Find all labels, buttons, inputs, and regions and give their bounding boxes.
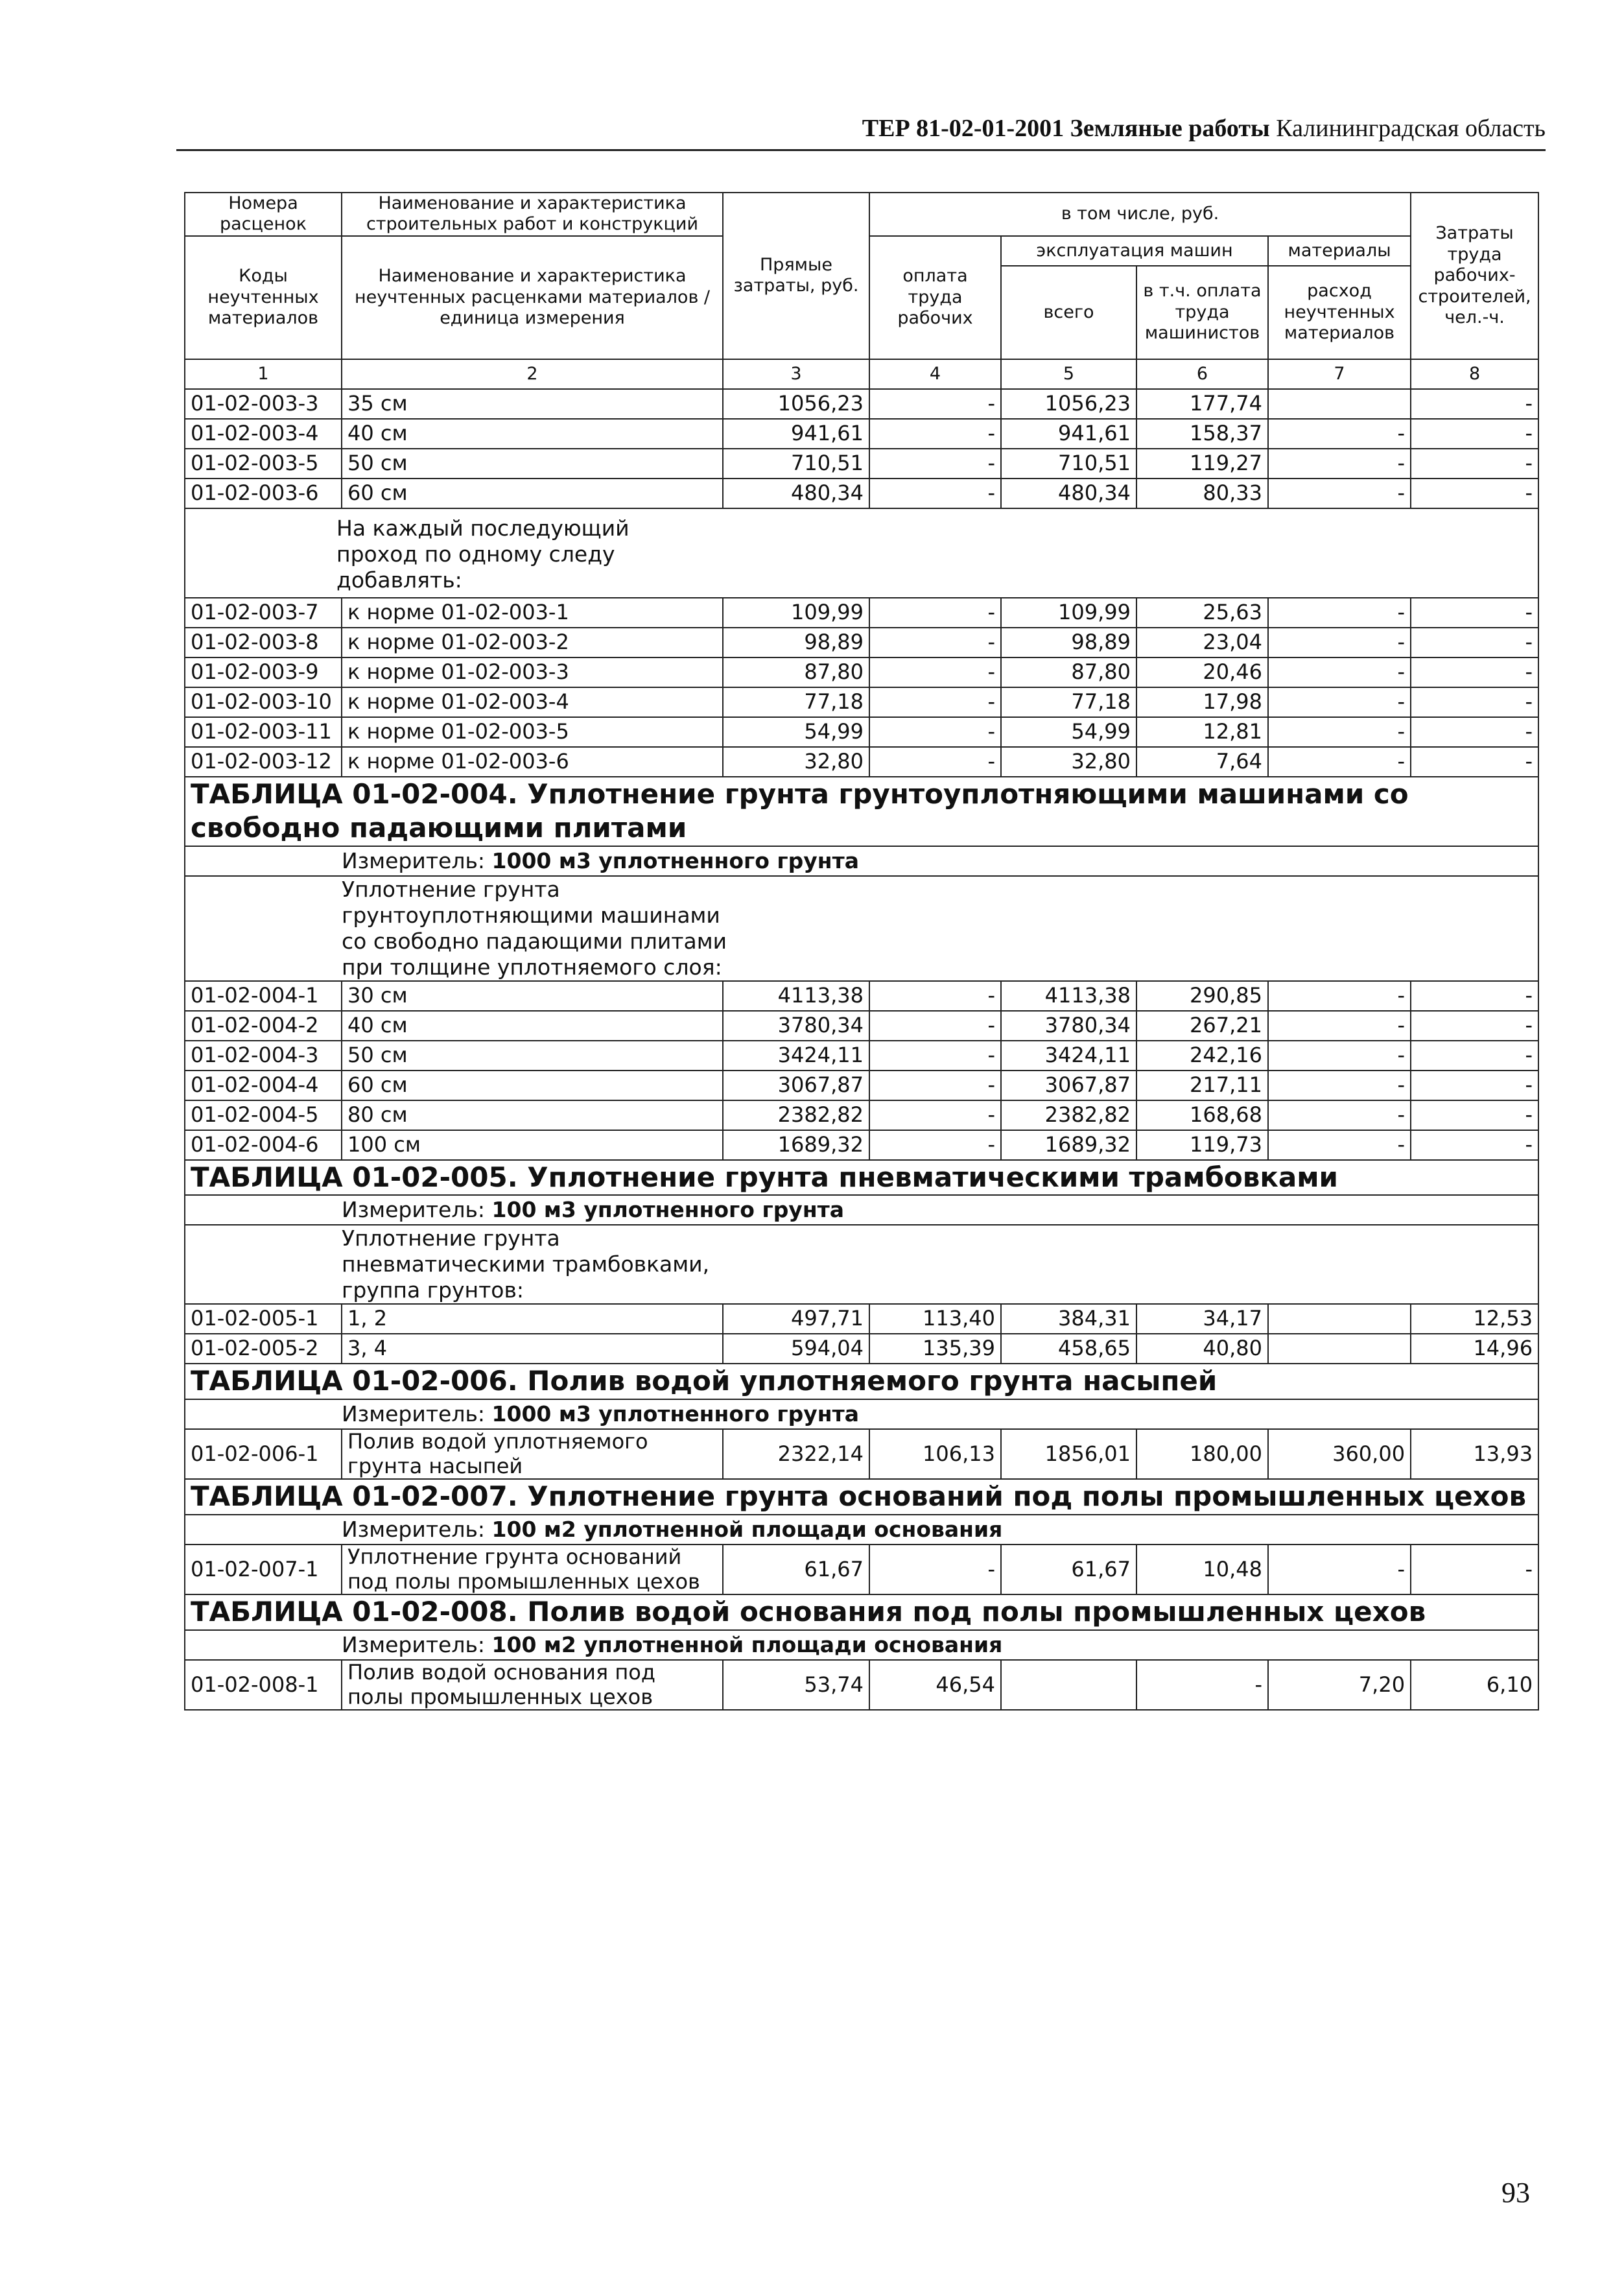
rate-name: 40 см (342, 1011, 723, 1041)
table-row (185, 981, 1538, 1011)
col-incl-header: в том числе, руб. (869, 193, 1411, 236)
machines-total: 54,99 (1001, 717, 1136, 747)
table-row (185, 419, 1538, 449)
col-number: 8 (1411, 359, 1538, 389)
rate-code: 01-02-005-2 (185, 1334, 342, 1364)
rate-code: 01-02-008-1 (185, 1660, 342, 1711)
table-row (185, 747, 1538, 777)
materials: - (1268, 419, 1411, 449)
machinist-wages: 7,64 (1136, 747, 1268, 777)
rate-code: 01-02-004-5 (185, 1100, 342, 1130)
table-row (185, 389, 1538, 419)
table-row (185, 1071, 1538, 1100)
labor-hours: - (1411, 1071, 1538, 1100)
machines-total: 3780,34 (1001, 1011, 1136, 1041)
rate-name: 40 см (342, 419, 723, 449)
direct-cost: 3780,34 (723, 1011, 869, 1041)
table-row (185, 598, 1538, 628)
machines-total: 98,89 (1001, 628, 1136, 657)
table-row (185, 1130, 1538, 1160)
note-each-pass: На каждый последующий проход по одному следу добавлять: (336, 515, 630, 593)
table-row-008-1 (185, 1660, 1538, 1711)
rate-code: 01-02-004-1 (185, 981, 342, 1011)
wages: - (869, 598, 1001, 628)
labor-hours: - (1411, 598, 1538, 628)
col-code-header: Номера расценок (185, 193, 342, 236)
rate-code: 01-02-003-5 (185, 449, 342, 479)
labor-hours: - (1411, 1130, 1538, 1160)
materials: - (1268, 449, 1411, 479)
machines-total: 384,31 (1001, 1304, 1136, 1334)
wages: 106,13 (869, 1429, 1001, 1480)
header-rule (176, 149, 1546, 151)
table-008-measure: Измеритель: 100 м2 уплотненной площади основания (342, 1631, 1003, 1657)
machines-total: 1856,01 (1001, 1429, 1136, 1480)
machinist-wages: 242,16 (1136, 1041, 1268, 1071)
machinist-wages: 158,37 (1136, 419, 1268, 449)
rate-code: 01-02-003-7 (185, 598, 342, 628)
col-labor-header: Затраты труда рабочих-строителей, чел.-ч. (1411, 193, 1538, 359)
wages: - (869, 657, 1001, 687)
direct-cost: 109,99 (723, 598, 869, 628)
wages: - (869, 981, 1001, 1011)
table-row (185, 687, 1538, 717)
table-005-measure: Измеритель: 100 м3 уплотненного грунта (342, 1197, 845, 1223)
labor-hours: - (1411, 449, 1538, 479)
table-row (185, 628, 1538, 657)
labor-hours: - (1411, 1545, 1538, 1595)
rate-name: 50 см (342, 1041, 723, 1071)
table-row-007-1 (185, 1545, 1538, 1595)
wages: - (869, 389, 1001, 419)
table-row (185, 1334, 1538, 1364)
materials: - (1268, 479, 1411, 508)
table-006-measure: Измеритель: 1000 м3 уплотненного грунта (342, 1401, 859, 1427)
rate-code: 01-02-004-3 (185, 1041, 342, 1071)
table-row (185, 479, 1538, 508)
materials: - (1268, 657, 1411, 687)
wages: - (869, 1130, 1001, 1160)
machines-total: 1689,32 (1001, 1130, 1136, 1160)
column-numbers-row (185, 359, 1538, 389)
machines-total: 1056,23 (1001, 389, 1136, 419)
machines-total (1001, 1660, 1136, 1711)
note-row (185, 508, 1538, 598)
direct-cost: 2382,82 (723, 1100, 869, 1130)
machines-total: 32,80 (1001, 747, 1136, 777)
machines-total: 480,34 (1001, 479, 1136, 508)
rate-name: к норме 01-02-003-6 (342, 747, 723, 777)
machines-total: 77,18 (1001, 687, 1136, 717)
col-direct-header: Прямые затраты, руб. (723, 193, 869, 359)
machinist-wages: 12,81 (1136, 717, 1268, 747)
table-row (185, 1100, 1538, 1130)
rows-003-a (185, 389, 1538, 508)
materials: - (1268, 1041, 1411, 1071)
machinist-wages: 168,68 (1136, 1100, 1268, 1130)
direct-cost: 32,80 (723, 747, 869, 777)
col-total-header: всего (1001, 266, 1136, 359)
t005-title-row (185, 1160, 1538, 1196)
rate-name: к норме 01-02-003-2 (342, 628, 723, 657)
labor-hours: - (1411, 747, 1538, 777)
materials: - (1268, 747, 1411, 777)
rate-name: Полив водой основания под полы промышленных цехов (342, 1660, 723, 1711)
materials: - (1268, 717, 1411, 747)
machines-total: 3424,11 (1001, 1041, 1136, 1071)
rate-name: Уплотнение грунта оснований под полы промышленных цехов (342, 1545, 723, 1595)
machines-total: 109,99 (1001, 598, 1136, 628)
direct-cost: 4113,38 (723, 981, 869, 1011)
rate-code: 01-02-005-1 (185, 1304, 342, 1334)
labor-hours: 13,93 (1411, 1429, 1538, 1480)
table-004-intro: Уплотнение грунта грунтоуплотняющими машинами со свободно падающими плитами при толщине уплотняемого слоя: (342, 876, 727, 980)
rate-name: к норме 01-02-003-5 (342, 717, 723, 747)
t006-measure-row (185, 1399, 1538, 1429)
labor-hours: 6,10 (1411, 1660, 1538, 1711)
labor-hours: 14,96 (1411, 1334, 1538, 1364)
machines-total: 61,67 (1001, 1545, 1136, 1595)
direct-cost: 480,34 (723, 479, 869, 508)
table-007-title: ТАБЛИЦА 01-02-007. Уплотнение грунта оснований под полы промышленных цехов (185, 1479, 1538, 1515)
t004-intro-row (185, 876, 1538, 981)
materials: - (1268, 687, 1411, 717)
machinist-wages: 119,27 (1136, 449, 1268, 479)
materials: - (1268, 981, 1411, 1011)
machinist-wages: 10,48 (1136, 1545, 1268, 1595)
materials: 7,20 (1268, 1660, 1411, 1711)
header-region: Калининградская область (1276, 115, 1546, 142)
col-codes-unaccounted-header: Коды неучтенных материалов (185, 236, 342, 359)
materials: 360,00 (1268, 1429, 1411, 1480)
rate-name: 1, 2 (342, 1304, 723, 1334)
labor-hours: - (1411, 657, 1538, 687)
table-row (185, 1011, 1538, 1041)
direct-cost: 1056,23 (723, 389, 869, 419)
rate-name: 60 см (342, 479, 723, 508)
wages: - (869, 747, 1001, 777)
col-materials-unaccounted-header: расход неучтенных материалов (1268, 266, 1411, 359)
col-name-unaccounted-header: Наименование и характеристика неучтенных расценками материалов / единица измерения (342, 236, 723, 359)
wages: - (869, 419, 1001, 449)
materials: - (1268, 598, 1411, 628)
wages: - (869, 1011, 1001, 1041)
t005-measure-row (185, 1195, 1538, 1225)
rate-name: 60 см (342, 1071, 723, 1100)
rate-name: 30 см (342, 981, 723, 1011)
machinist-wages: 180,00 (1136, 1429, 1268, 1480)
machinist-wages: 267,21 (1136, 1011, 1268, 1041)
t004-title-row (185, 777, 1538, 846)
direct-cost: 53,74 (723, 1660, 869, 1711)
labor-hours: - (1411, 389, 1538, 419)
col-number: 5 (1001, 359, 1136, 389)
materials: - (1268, 1545, 1411, 1595)
rate-code: 01-02-003-11 (185, 717, 342, 747)
direct-cost: 3067,87 (723, 1071, 869, 1100)
labor-hours: - (1411, 628, 1538, 657)
col-number: 4 (869, 359, 1001, 389)
table-007-measure: Измеритель: 100 м2 уплотненной площади основания (342, 1516, 1003, 1542)
rate-code: 01-02-003-8 (185, 628, 342, 657)
col-incl-wages-header: в т.ч. оплата труда машинистов (1136, 266, 1268, 359)
machines-total: 941,61 (1001, 419, 1136, 449)
materials: - (1268, 1011, 1411, 1041)
col-number: 2 (342, 359, 723, 389)
machinist-wages: 217,11 (1136, 1071, 1268, 1100)
materials (1268, 389, 1411, 419)
wages: 113,40 (869, 1304, 1001, 1334)
table-006-title: ТАБЛИЦА 01-02-006. Полив водой уплотняемого грунта насыпей (185, 1364, 1538, 1399)
machinist-wages: 40,80 (1136, 1334, 1268, 1364)
labor-hours: - (1411, 419, 1538, 449)
labor-hours: - (1411, 687, 1538, 717)
rate-code: 01-02-003-10 (185, 687, 342, 717)
direct-cost: 77,18 (723, 687, 869, 717)
machinist-wages: 80,33 (1136, 479, 1268, 508)
direct-cost: 497,71 (723, 1304, 869, 1334)
wages: - (869, 687, 1001, 717)
materials: - (1268, 1071, 1411, 1100)
table-row (185, 657, 1538, 687)
col-number: 1 (185, 359, 342, 389)
col-number: 7 (1268, 359, 1411, 389)
wages: - (869, 1545, 1001, 1595)
machinist-wages: 177,74 (1136, 389, 1268, 419)
table-004-measure: Измеритель: 1000 м3 уплотненного грунта (342, 847, 859, 873)
labor-hours: - (1411, 479, 1538, 508)
table-row (185, 717, 1538, 747)
table-row (185, 1041, 1538, 1071)
rates-table (184, 192, 1539, 1711)
table-008-title: ТАБЛИЦА 01-02-008. Полив водой основания под полы промышленных цехов (185, 1594, 1538, 1630)
machinist-wages: 17,98 (1136, 687, 1268, 717)
rate-name: к норме 01-02-003-4 (342, 687, 723, 717)
wages: - (869, 449, 1001, 479)
machines-total: 710,51 (1001, 449, 1136, 479)
t006-title-row (185, 1364, 1538, 1399)
rate-name: 35 см (342, 389, 723, 419)
page-number: 93 (1501, 2177, 1530, 2208)
wages: 135,39 (869, 1334, 1001, 1364)
rows-005 (185, 1304, 1538, 1364)
machines-total: 2382,82 (1001, 1100, 1136, 1130)
col-materials-header: материалы (1268, 236, 1411, 266)
machinist-wages: 290,85 (1136, 981, 1268, 1011)
rate-name: 3, 4 (342, 1334, 723, 1364)
rate-name: 80 см (342, 1100, 723, 1130)
rate-code: 01-02-003-3 (185, 389, 342, 419)
rate-name: к норме 01-02-003-1 (342, 598, 723, 628)
col-machines-header: эксплуатация машин (1001, 236, 1268, 266)
materials: - (1268, 1100, 1411, 1130)
rate-name: 50 см (342, 449, 723, 479)
rate-name: к норме 01-02-003-3 (342, 657, 723, 687)
labor-hours: - (1411, 717, 1538, 747)
table-005-title: ТАБЛИЦА 01-02-005. Уплотнение грунта пневматическими трамбовками (185, 1160, 1538, 1196)
rows-004 (185, 981, 1538, 1160)
table-row (185, 1304, 1538, 1334)
machinist-wages: 23,04 (1136, 628, 1268, 657)
rate-code: 01-02-003-4 (185, 419, 342, 449)
wages: 46,54 (869, 1660, 1001, 1711)
direct-cost: 2322,14 (723, 1429, 869, 1480)
table-row (185, 449, 1538, 479)
header-code: ТЕР 81-02-01-2001 (862, 115, 1065, 142)
materials: - (1268, 1130, 1411, 1160)
t005-intro-row (185, 1225, 1538, 1304)
machines-total: 4113,38 (1001, 981, 1136, 1011)
rate-code: 01-02-003-12 (185, 747, 342, 777)
rate-code: 01-02-003-6 (185, 479, 342, 508)
direct-cost: 87,80 (723, 657, 869, 687)
materials (1268, 1304, 1411, 1334)
rate-code: 01-02-004-2 (185, 1011, 342, 1041)
rate-code: 01-02-007-1 (185, 1545, 342, 1595)
direct-cost: 54,99 (723, 717, 869, 747)
rate-name: Полив водой уплотняемого грунта насыпей (342, 1429, 723, 1480)
col-wages-header: оплата труда рабочих (869, 236, 1001, 359)
direct-cost: 1689,32 (723, 1130, 869, 1160)
table-005-intro: Уплотнение грунта пневматическими трамбовками, группа грунтов: (342, 1225, 710, 1303)
machinist-wages: 34,17 (1136, 1304, 1268, 1334)
labor-hours: 12,53 (1411, 1304, 1538, 1334)
machinist-wages: 20,46 (1136, 657, 1268, 687)
direct-cost: 98,89 (723, 628, 869, 657)
running-header (176, 114, 1546, 143)
machinist-wages: - (1136, 1660, 1268, 1711)
machines-total: 3067,87 (1001, 1071, 1136, 1100)
t007-title-row (185, 1479, 1538, 1515)
rate-code: 01-02-003-9 (185, 657, 342, 687)
wages: - (869, 1041, 1001, 1071)
wages: - (869, 1100, 1001, 1130)
machines-total: 87,80 (1001, 657, 1136, 687)
labor-hours: - (1411, 1011, 1538, 1041)
wages: - (869, 1071, 1001, 1100)
wages: - (869, 479, 1001, 508)
header-row-1 (185, 193, 1538, 236)
col-name-header: Наименование и характеристика строительных работ и конструкций (342, 193, 723, 236)
col-number: 3 (723, 359, 869, 389)
wages: - (869, 717, 1001, 747)
rows-003-b (185, 598, 1538, 777)
materials (1268, 1334, 1411, 1364)
table-row-006-1 (185, 1429, 1538, 1480)
machines-total: 458,65 (1001, 1334, 1136, 1364)
labor-hours: - (1411, 1100, 1538, 1130)
machinist-wages: 119,73 (1136, 1130, 1268, 1160)
materials: - (1268, 628, 1411, 657)
labor-hours: - (1411, 981, 1538, 1011)
labor-hours: - (1411, 1041, 1538, 1071)
direct-cost: 3424,11 (723, 1041, 869, 1071)
t004-measure-row (185, 846, 1538, 876)
direct-cost: 941,61 (723, 419, 869, 449)
t007-measure-row (185, 1515, 1538, 1545)
direct-cost: 710,51 (723, 449, 869, 479)
wages: - (869, 628, 1001, 657)
col-number: 6 (1136, 359, 1268, 389)
direct-cost: 594,04 (723, 1334, 869, 1364)
t008-title-row (185, 1594, 1538, 1630)
rate-name: 100 см (342, 1130, 723, 1160)
direct-cost: 61,67 (723, 1545, 869, 1595)
machinist-wages: 25,63 (1136, 598, 1268, 628)
rate-code: 01-02-004-4 (185, 1071, 342, 1100)
t008-measure-row (185, 1630, 1538, 1660)
header-section: Земляные работы (1070, 115, 1270, 142)
rate-code: 01-02-004-6 (185, 1130, 342, 1160)
rate-code: 01-02-006-1 (185, 1429, 342, 1480)
table-004-title: ТАБЛИЦА 01-02-004. Уплотнение грунта грунтоуплотняющими машинами со свободно падающими плитами (185, 777, 1538, 846)
